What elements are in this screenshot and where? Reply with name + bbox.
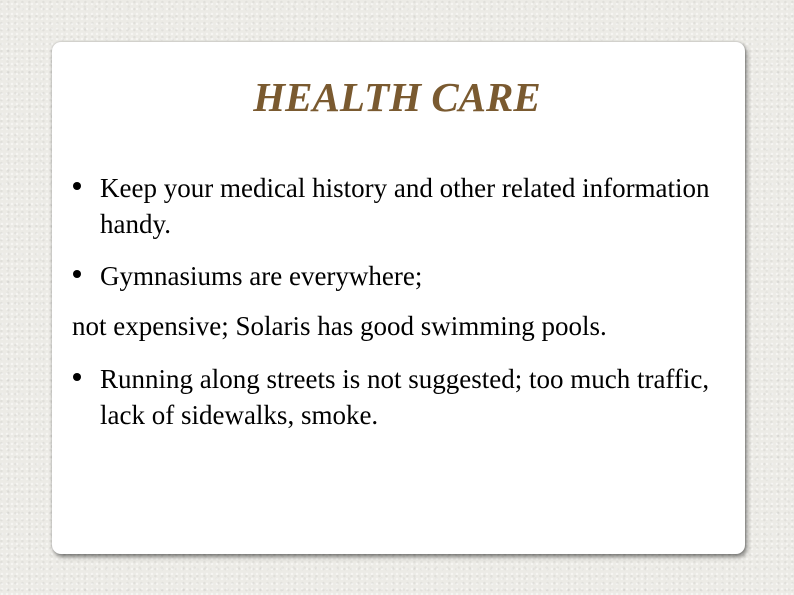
- bullet-dot-icon: [73, 270, 81, 278]
- bullet-dot-icon: [73, 182, 81, 190]
- bullet-text: Gymnasiums are everywhere;: [100, 261, 423, 291]
- bullet-item-running: [100, 361, 740, 433]
- slide-title: HEALTH CARE: [253, 74, 541, 120]
- bullet-item-medical-history: [100, 170, 740, 242]
- bullet-text: Keep your medical history and other related information handy.: [100, 173, 710, 239]
- bullet-dot-icon: [73, 373, 81, 381]
- bullet-item-gymnasiums: [100, 258, 740, 294]
- continuation-line: not expensive; Solaris has good swimming pools.: [72, 311, 607, 341]
- bullet-text: Running along streets is not suggested; too much traffic, lack of sidewalks, smoke.: [100, 364, 710, 430]
